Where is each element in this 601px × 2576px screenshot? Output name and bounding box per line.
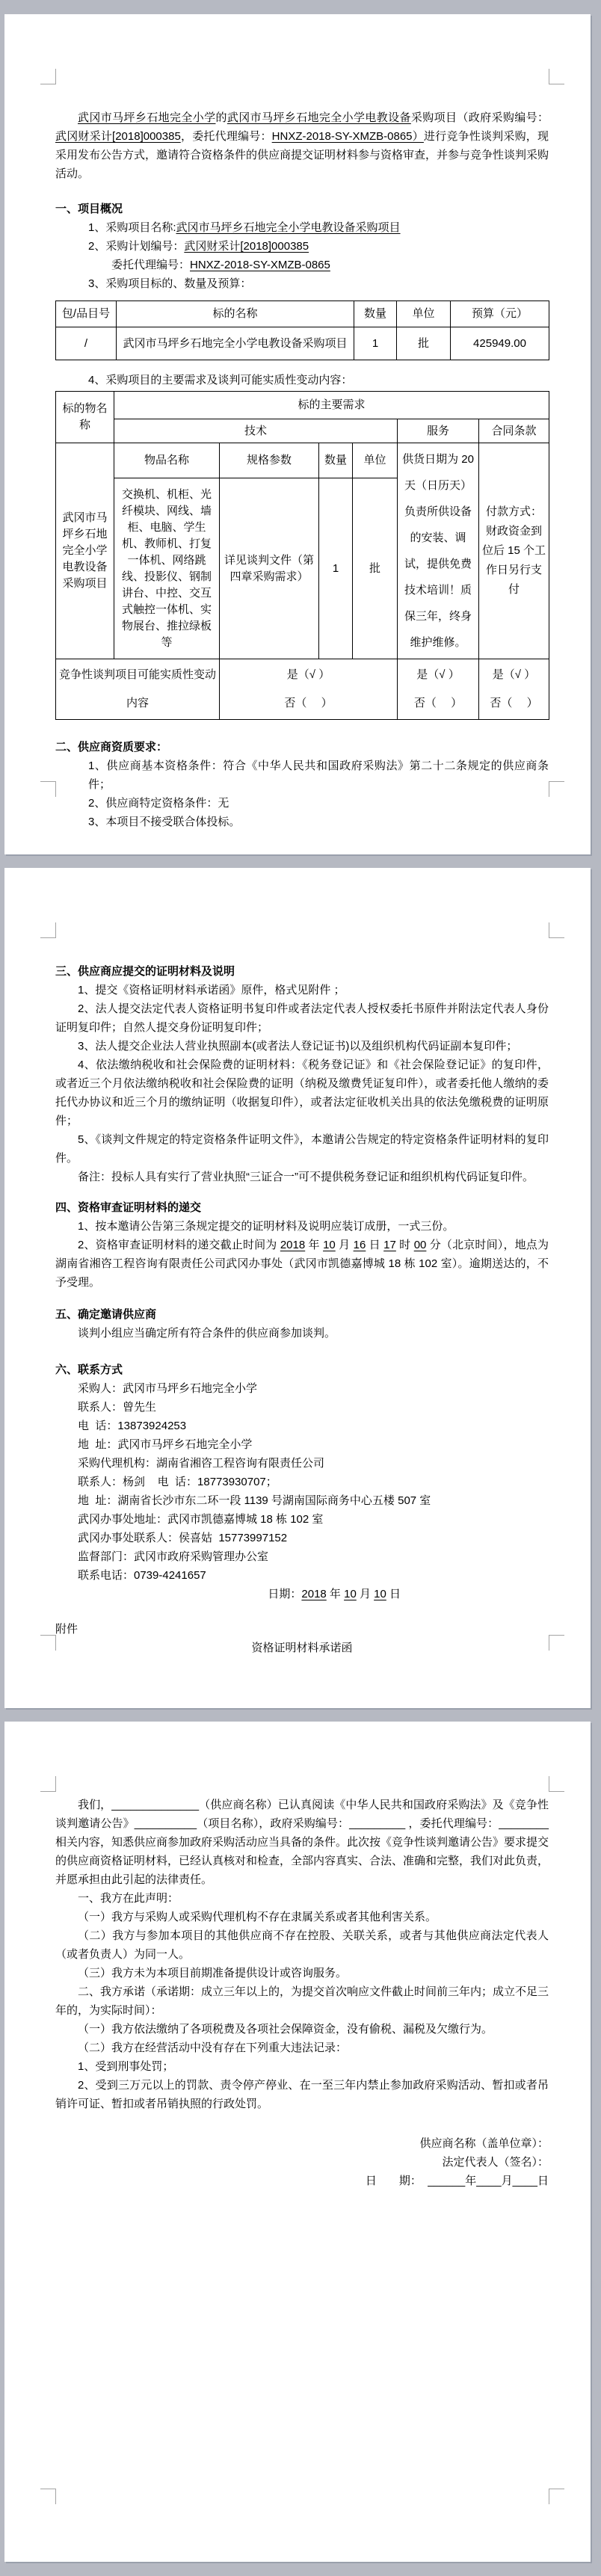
- section-1-item-1: 1、采购项目名称:武冈市马坪乡石地完全小学电教设备采购项目: [88, 221, 401, 234]
- promise-heading: 二、我方承诺（承诺期：成立三年以上的，为提交首次响应文件截止时间前三年内；成立不足三年的，为实际时间）：: [55, 1985, 549, 2017]
- section-1-item-3: 委托代理编号：HNXZ-2018-SY-XMZB-0865: [111, 259, 330, 271]
- cell-unit: 批: [353, 478, 398, 659]
- requirements-header-row-2: [56, 419, 549, 443]
- section-3-item-3: 3、法人提交企业法人营业执照副本(或者法人登记证书)以及组织机构代码证副本复印件；: [78, 1040, 518, 1053]
- cell-change-label: 竞争性谈判项目可能实质性变动内容: [56, 659, 220, 720]
- document-page-1: [4, 14, 591, 854]
- section-3-note: 备注：投标人具有实行了营业执照“三证合一”可不提供税务登记证和组织机构代码证复印件。: [78, 1171, 534, 1183]
- section-2-heading: 二、供应商资质要求：: [55, 741, 168, 754]
- margin-corner-icon: [40, 1776, 56, 1792]
- cell-change-contract: [479, 659, 549, 720]
- cell-quantity: 1: [354, 327, 397, 360]
- requirements-subheader-row: [56, 443, 549, 478]
- project-name: 武冈市马坪乡石地完全小学电教设备: [226, 111, 411, 124]
- section-2-item-2: 2、供应商特定资格条件：无: [88, 797, 229, 810]
- section-1-item-4: 3、采购项目标的、数量及预算：: [88, 277, 252, 290]
- contact-address: 地 址：武冈市马坪乡石地完全小学: [78, 1438, 253, 1451]
- document-page-3: [4, 1722, 591, 2562]
- gov-procurement-no: 武冈财采计[2018]000385: [55, 130, 181, 143]
- budget-table-row: [56, 327, 549, 360]
- margin-corner-icon: [40, 922, 56, 938]
- margin-corner-icon: [40, 2489, 56, 2504]
- page-2-content: [55, 868, 549, 1657]
- cell-unit: 批: [397, 327, 451, 360]
- margin-corner-icon: [40, 781, 56, 797]
- margin-corner-icon: [549, 922, 564, 938]
- date-day: 10: [374, 1588, 386, 1600]
- signature-date: 日 期： ______年____月____日: [365, 2175, 549, 2187]
- section-3-item-5: 5、《谈判文件规定的特定资格条件证明文件》，本邀请公告规定的特定资格条件证明材料的复印件。: [55, 1133, 549, 1165]
- intro-paragraph: 武冈市马坪乡石地完全小学的武冈市马坪乡石地完全小学电教设备采购项目（政府采购编号：武冈财采计[2018]000385，委托代理编号：HNXZ-2018-SY-XMZB-0865）进行竞争性谈判采购，现采用发布公告方式，邀请符合资格条件的供应商提交证明材料参与资格审查，并参与竞争性谈判采购活动。: [55, 111, 549, 180]
- budget-table: [55, 301, 549, 360]
- header-quantity: 数量: [354, 301, 397, 327]
- section-1-item-5: 4、采购项目的主要需求及谈判可能实质性变动内容：: [88, 374, 353, 386]
- header-spec: 规格参数: [220, 443, 319, 478]
- agency-address: 地 址：湖南省长沙市东二环一段 1139 号湖南国际商务中心五楼 507 室: [78, 1494, 431, 1507]
- date-month: 10: [344, 1588, 357, 1600]
- deadline-year: 2018: [280, 1239, 306, 1251]
- deadline-month: 10: [323, 1239, 336, 1251]
- section-4-heading: 四、资格审查证明材料的递交: [55, 1201, 202, 1214]
- no-option: 否（ ）: [413, 697, 463, 709]
- commitment-paragraph: 我们，______________（供应商名称）已认真阅读《中华人民共和国政府采购法》及《竞争性谈判邀请公告》__________（项目名称），政府采购编号：_________ ，委托代理编号：________ 相关内容，知悉供应商参加政府采购活动应当具备的条件。此次按《竞争性谈判邀请公告》要求提交的供应商资格证明材料，已经认真核对和检查，全部内容真实、合法、准确和完整，我们对此负责，并愿承担由此引起的法律责任。: [55, 1799, 549, 1886]
- page-3-content: [55, 1722, 549, 2190]
- section-5-heading: 五、确定邀请供应商: [55, 1308, 157, 1321]
- agency-name: 采购代理机构：湖南省湘咨工程咨询有限责任公司: [78, 1457, 325, 1470]
- cell-item-list: 交换机、机柜、光纤模块、网线、墙柜、电脑、学生机、教师机、打复一体机、网络跳线、投影仪、钢制讲台、中控、交互式触控一体机、实物展台、推拉绿板等: [114, 478, 220, 659]
- cell-spec: 详见谈判文件（第四章采购需求）: [220, 478, 319, 659]
- no-option: 否（ ）: [284, 697, 333, 709]
- attachment-label: 附件: [55, 1623, 78, 1636]
- cell-budget: 425949.00: [451, 327, 549, 360]
- contact-buyer: 采购人：武冈市马坪乡石地完全小学: [78, 1382, 258, 1395]
- supervision-phone: 联系电话：0739-4241657: [78, 1569, 206, 1582]
- section-4-item-1: 1、按本邀请公告第三条规定提交的证明材料及说明应装订成册，一式三份。: [78, 1220, 454, 1233]
- requirements-header-row-1: [56, 392, 549, 419]
- office-contact: 武冈办事处联系人：侯喜姑 15773997152: [78, 1532, 288, 1544]
- margin-corner-icon: [549, 69, 564, 84]
- supplier-name-blank: ______________: [111, 1799, 200, 1811]
- header-qty: 数量: [319, 443, 353, 478]
- cell-contract-terms: 付款方式：财政资金到位后 15 个工作日另行支付: [479, 443, 549, 659]
- violation-1: 1、受到刑事处罚；: [78, 2060, 174, 2073]
- requirements-table: [55, 391, 549, 720]
- deadline-day: 16: [353, 1239, 366, 1251]
- budget-table-header-row: [56, 301, 549, 327]
- margin-corner-icon: [549, 1635, 564, 1651]
- margin-corner-icon: [549, 781, 564, 797]
- yes-option: 是（√ ）: [492, 668, 536, 681]
- section-1-item-2: 2、采购计划编号：武冈财采计[2018]000385: [88, 240, 309, 253]
- cell-qty: 1: [319, 478, 353, 659]
- cell-change-tech: [220, 659, 398, 720]
- section-2-item-3: 3、本项目不接受联合体投标。: [88, 816, 241, 828]
- agency-no-blank: ________: [499, 1817, 549, 1830]
- announcement-date: 日期：2018 年 10 月 10 日: [268, 1588, 401, 1600]
- attachment-title: 资格证明材料承诺函: [251, 1642, 353, 1654]
- margin-corner-icon: [40, 1635, 56, 1651]
- cell-change-service: [398, 659, 479, 720]
- margin-corner-icon: [549, 1776, 564, 1792]
- section-3-item-4: 4、依法缴纳税收和社会保险费的证明材料：《税务登记证》和《社会保险登记证》的复印件，或者近三个月依法缴纳税收和社会保险费的证明（纳税及缴费凭证复印件），或者委托他人缴纳的委托代办协议和近三个月的缴纳证明（收据复印件），或者法定征收机关出具的依法免缴税费的证明原件；: [55, 1059, 549, 1127]
- agency-contact: 联系人：杨剑 电 话：18773930707；: [78, 1476, 277, 1488]
- header-main-requirements: 标的主要需求: [114, 392, 549, 419]
- promise-2: （二）我方在经营活动中没有存在下列重大违法记录：: [78, 2042, 348, 2054]
- cell-package-no: /: [56, 327, 117, 360]
- margin-corner-icon: [549, 2489, 564, 2504]
- substantive-change-row: [56, 659, 549, 720]
- contact-person: 联系人：曾先生: [78, 1401, 157, 1414]
- section-1-heading: 一、项目概况: [55, 203, 123, 215]
- section-4-item-2: 2、资格审查证明材料的递交截止时间为 2018 年 10 月 16 日 17 时 00 分（北京时间），地点为湖南省湘咨工程咨询有限责任公司武冈办事处（武冈市凯德嘉博城 18 栋 102 室）。逾期送达的，不予受理。: [55, 1239, 549, 1289]
- yes-option: 是（√ ）: [416, 668, 460, 681]
- header-subject-label: 标的物名称: [56, 392, 114, 443]
- cell-subject-name: 武冈市马坪乡石地完全小学电教设备采购项目: [117, 327, 354, 360]
- header-subject-name: 标的名称: [117, 301, 354, 327]
- header-budget: 预算（元）: [451, 301, 549, 327]
- date-year: 2018: [301, 1588, 327, 1600]
- header-item-name: 物品名称: [114, 443, 220, 478]
- declaration-2: （二）我方与参加本项目的其他供应商不存在控股、关联关系，或者与其他供应商法定代表人（或者负责人）为同一人。: [55, 1929, 549, 1961]
- cell-subject-name: 武冈市马坪乡石地完全小学电教设备采购项目: [56, 443, 114, 659]
- header-unit: 单位: [353, 443, 398, 478]
- agency-no: HNXZ-2018-SY-XMZB-0865）: [271, 130, 424, 143]
- margin-corner-icon: [40, 69, 56, 84]
- supervision-dept: 监督部门：武冈市政府采购管理办公室: [78, 1550, 269, 1563]
- header-contract-terms: 合同条款: [479, 419, 549, 443]
- deadline-hour: 17: [383, 1239, 396, 1251]
- header-technical: 技术: [114, 419, 398, 443]
- header-unit: 单位: [397, 301, 451, 327]
- office-address: 武冈办事处地址：武冈市凯德嘉博城 18 栋 102 室: [78, 1513, 324, 1526]
- signature-supplier: 供应商名称（盖单位章）：: [419, 2137, 549, 2150]
- header-package-no: 包/品目号: [56, 301, 117, 327]
- no-option: 否（ ）: [490, 697, 538, 709]
- header-service: 服务: [398, 419, 479, 443]
- section-5-body: 谈判小组应当确定所有符合条件的供应商参加谈判。: [78, 1327, 336, 1340]
- signature-representative: 法定代表人（签名）：: [442, 2156, 549, 2169]
- yes-option: 是（√ ）: [286, 668, 330, 681]
- promise-1: （一）我方依法缴纳了各项税费及各项社会保障资金，没有偷税、漏税及欠缴行为。: [78, 2023, 493, 2036]
- declaration-1: （一）我方与采购人或采购代理机构不存在隶属关系或者其他利害关系。: [78, 1911, 437, 1923]
- declaration-3: （三）我方未为本项目前期准备提供设计或咨询服务。: [78, 1967, 348, 1979]
- section-3-item-2: 2、法人提交法定代表人资格证明书复印件或者法定代表人授权委托书原件并附法定代表人身份证明复印件；自然人提交身份证明复印件；: [55, 1002, 549, 1034]
- contact-phone: 电 话：13873924253: [78, 1420, 187, 1432]
- section-6-heading: 六、联系方式: [55, 1364, 123, 1376]
- deadline-minute: 00: [413, 1239, 427, 1251]
- buyer-name: 武冈市马坪乡石地完全小学: [78, 111, 216, 124]
- violation-2: 2、受到三万元以上的罚款、责令停产停业、在一至三年内禁止参加政府采购活动、暂扣或者吊销许可证、暂扣或者吊销执照的行政处罚。: [55, 2079, 549, 2110]
- section-3-heading: 三、供应商应提交的证明材料及说明: [55, 965, 235, 978]
- cell-service: 供货日期为 20 天（日历天）负责所供设备的安装、调试，提供免费技术培训！质保三年，终身维护维修。: [398, 443, 479, 659]
- project-name-blank: __________: [134, 1817, 197, 1830]
- section-3-item-1: 1、提交《资格证明材料承诺函》原件，格式见附件 ；: [78, 984, 345, 996]
- procurement-no-blank: _________: [349, 1817, 406, 1830]
- page-1-content: [55, 14, 549, 831]
- section-2-item-1: 1、供应商基本资格条件：符合《中华人民共和国政府采购法》第二十二条规定的供应商条件；: [88, 759, 549, 791]
- document-page-2: [4, 868, 591, 1708]
- declaration-heading: 一、我方在此声明：: [78, 1892, 179, 1905]
